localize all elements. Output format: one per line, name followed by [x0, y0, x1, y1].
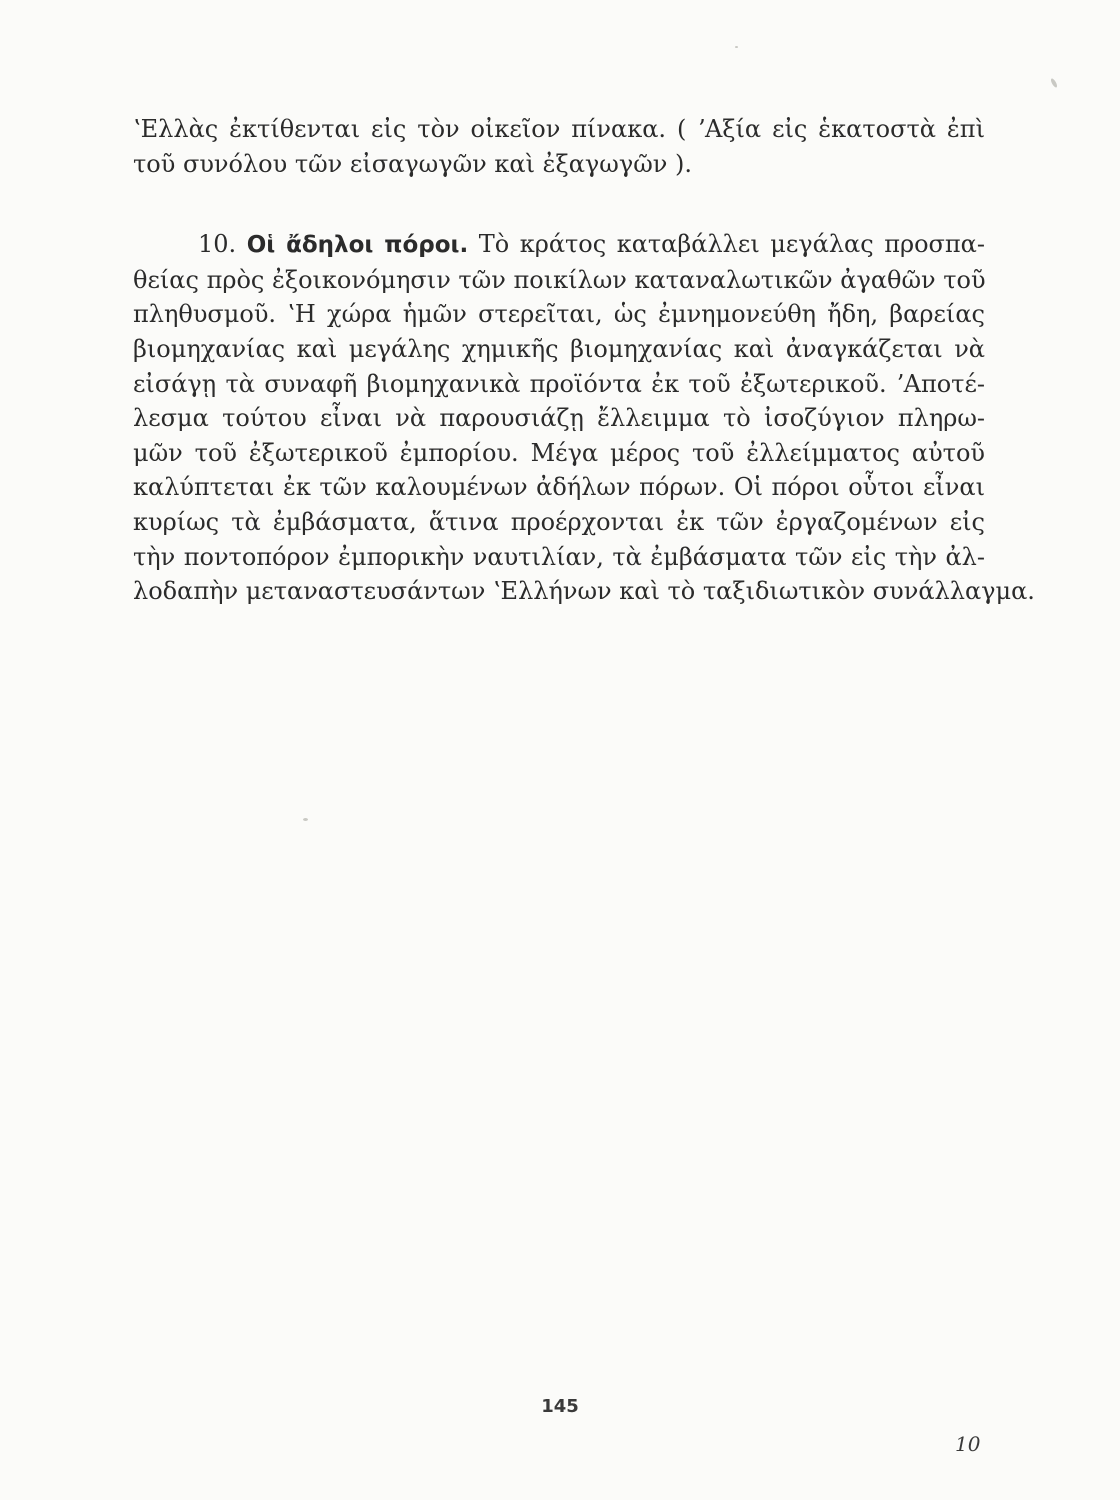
scan-speck — [303, 818, 308, 821]
text-line: θείας πρὸς ἐξοικονόμησιν τῶν ποικίλων καταναλωτικῶν ἀγαθῶν τοῦ — [133, 265, 986, 294]
section-first-line — [133, 227, 985, 263]
section-number: 10. — [198, 230, 237, 259]
text-line: καλύπτεται ἐκ τῶν καλουμένων ἀδήλων πόρων. Οἱ πόροι οὗτοι εἶναι — [133, 473, 985, 502]
scan-speck — [1050, 78, 1058, 89]
text-line: τοῦ συνόλου τῶν εἰσαγωγῶν καὶ ἐξαγωγῶν ). — [133, 149, 692, 178]
scan-speck — [735, 46, 738, 48]
text-line: λοδαπὴν μεταναστευσάντων ʽΕλλήνων καὶ τὸ ταξιδιωτικὸν συνάλλαγμα. — [133, 577, 1035, 606]
text-line: κυρίως τὰ ἐμβάσματα, ἅτινα προέρχονται ἐκ τῶν ἐργαζομένων εἰς — [133, 507, 985, 536]
text-line: ʽΕλλὰς ἐκτίθενται εἰς τὸν οἰκεῖον πίνακα. ( ʼΑξία εἰς ἑκατοστὰ ἐπὶ — [133, 115, 985, 143]
text-line: λεσμα τούτου εἶναι νὰ παρουσιάζῃ ἔλλειμμα τὸ ἰσοζύγιον πληρω- — [133, 404, 985, 433]
text-line: μῶν τοῦ ἐξωτερικοῦ ἐμπορίου. Μέγα μέρος τοῦ ἐλλείμματος αὐτοῦ — [133, 438, 985, 467]
section-title: Οἱ ἄδηλοι πόροι. — [246, 232, 469, 259]
handwritten-mark: 10 — [955, 1432, 981, 1456]
body-text — [133, 112, 1035, 609]
section-first-line-text: Τὸ κράτος καταβάλλει μεγάλας προσπα- — [478, 230, 985, 259]
text-line: τὴν ποντοπόρον ἐμπορικὴν ναυτιλίαν, τὰ ἐμβάσματα τῶν εἰς τὴν ἀλ- — [133, 542, 985, 571]
page-number: 145 — [541, 1396, 579, 1417]
paragraph-gap — [133, 181, 985, 227]
text-line: πληθυσμοῦ. ʽΗ χώρα ἡμῶν στερεῖται, ὡς ἐμνημονεύθη ἤδη, βαρείας — [133, 300, 985, 329]
text-line: βιομηχανίας καὶ μεγάλης χημικῆς βιομηχανίας καὶ ἀναγκάζεται νὰ — [133, 334, 985, 363]
text-line: εἰσάγῃ τὰ συναφῆ βιομηχανικὰ προϊόντα ἐκ τοῦ ἐξωτερικοῦ. ʼΑποτέ- — [133, 369, 985, 398]
